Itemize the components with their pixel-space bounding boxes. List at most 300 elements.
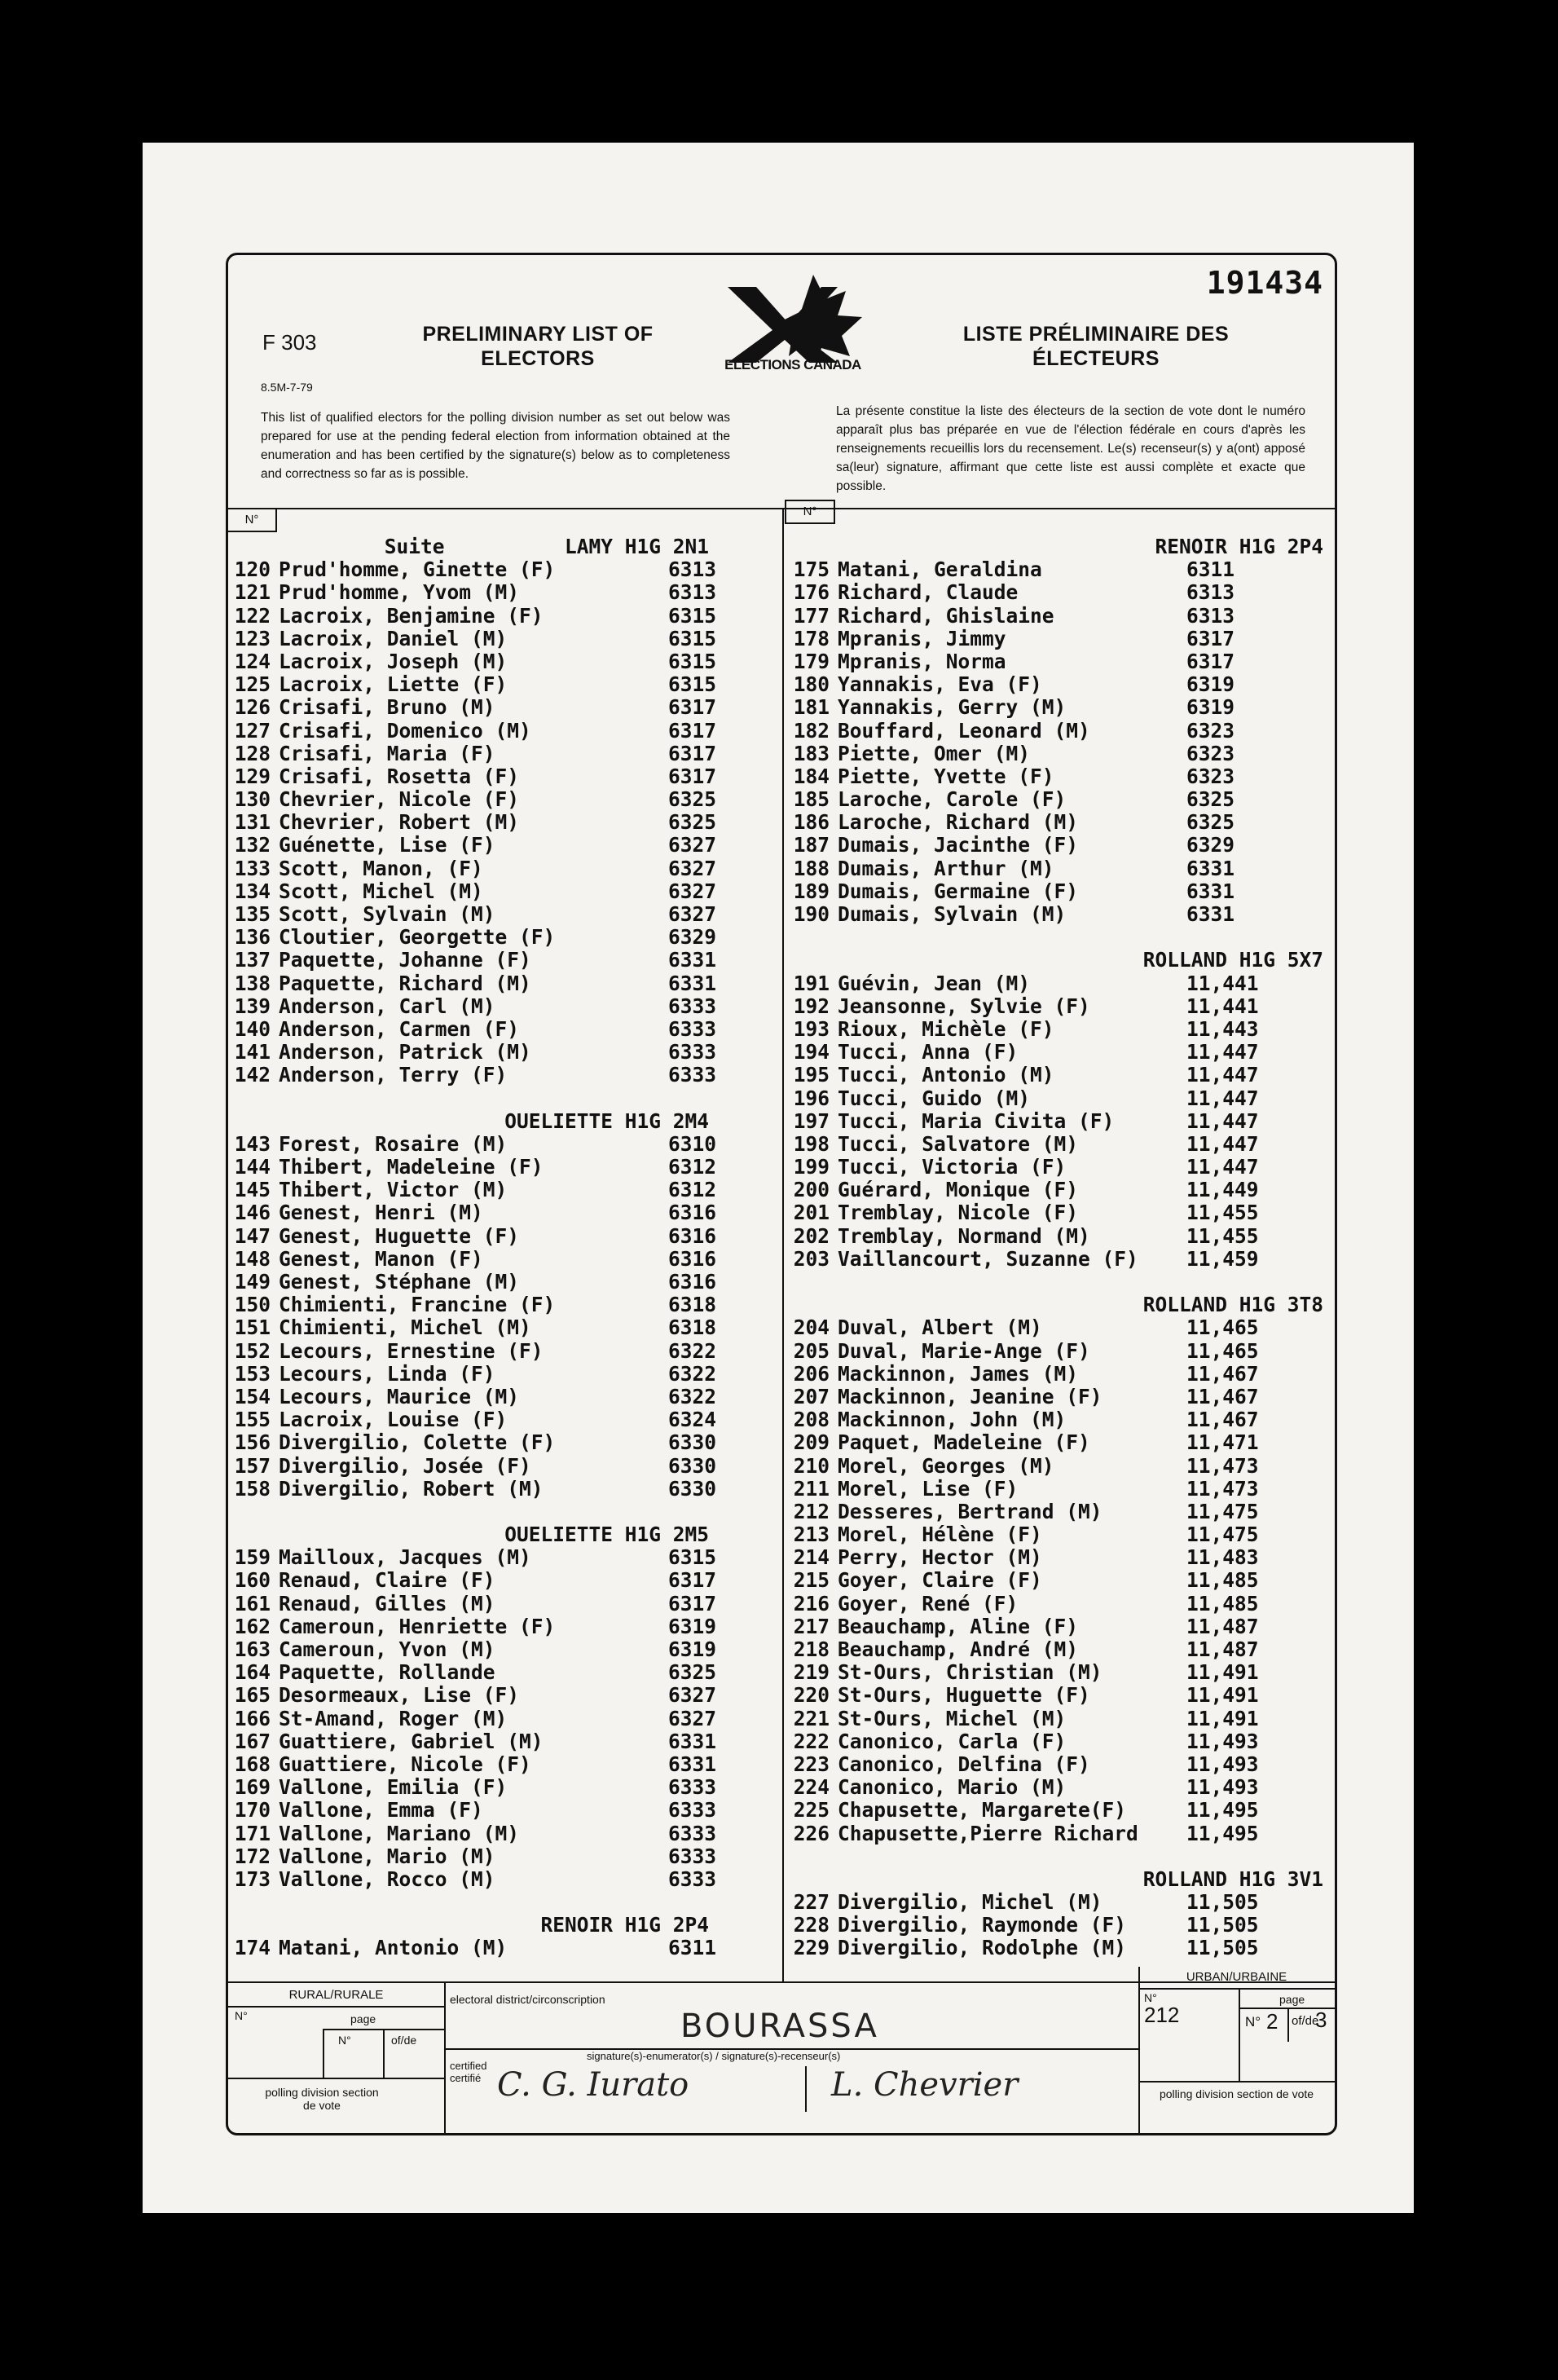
elector-row: [228, 1593, 766, 1615]
elector-name: Divergilio, Josée (F): [279, 1453, 531, 1478]
elector-number: 180: [793, 672, 830, 697]
elector-name: Guattiere, Nicole (F): [279, 1752, 531, 1776]
elector-row: [787, 1133, 1335, 1156]
elector-number: 153: [234, 1361, 271, 1386]
urban-bottom-rule: [1138, 2081, 1335, 2082]
civic-number: 11,471: [1186, 1430, 1259, 1455]
elector-number: 166: [234, 1706, 271, 1730]
elector-number: 145: [234, 1178, 271, 1202]
elector-number: 212: [793, 1499, 830, 1523]
elector-name: Lacroix, Joseph (M): [279, 649, 508, 673]
civic-number: 6317: [1186, 626, 1235, 650]
elector-row: [787, 788, 1335, 811]
elector-row: [787, 811, 1335, 834]
elector-name: Morel, Georges (M): [838, 1453, 1054, 1478]
civic-number: 6333: [668, 1775, 717, 1800]
footer-divider-1: [444, 1981, 446, 2133]
elector-number: 159: [234, 1545, 271, 1570]
elector-row: [228, 995, 766, 1018]
elector-row: [787, 765, 1335, 788]
elector-row: [228, 857, 766, 880]
civic-number: 11,447: [1186, 1086, 1259, 1110]
elector-row: [228, 1615, 766, 1638]
civic-number: 6322: [668, 1361, 717, 1386]
elector-number: 131: [234, 810, 271, 835]
civic-number: 11,441: [1186, 994, 1259, 1018]
civic-number: 11,487: [1186, 1637, 1259, 1661]
elector-number: 165: [234, 1683, 271, 1708]
elector-name: St-Ours, Christian (M): [838, 1660, 1102, 1685]
elector-number: 213: [793, 1523, 830, 1547]
civic-number: 6315: [668, 626, 717, 650]
urban-label: URBAN/URBAINE: [1186, 1970, 1287, 1984]
elector-name: Mackinnon, John (M): [838, 1408, 1067, 1432]
elector-name: Genest, Huguette (F): [279, 1223, 520, 1248]
elector-number: 208: [793, 1408, 830, 1432]
elector-row: [228, 1822, 766, 1845]
civic-number: 11,493: [1186, 1729, 1259, 1753]
rural-page-no-label: N°: [338, 2034, 351, 2047]
civic-number: 6333: [668, 1798, 717, 1822]
section-header: RENOIR H1G 2P4: [540, 1913, 709, 1937]
civic-number: 6312: [668, 1155, 717, 1179]
section-header: OUELIETTE H1G 2M4: [504, 1108, 709, 1133]
elector-number: 155: [234, 1408, 271, 1432]
civic-number: 6310: [668, 1131, 717, 1156]
elector-number: 123: [234, 626, 271, 650]
elector-row: [228, 972, 766, 995]
section-gap: [228, 1501, 766, 1523]
elector-number: 171: [234, 1821, 271, 1845]
serial-number: 191434: [1206, 265, 1323, 301]
elector-number: 229: [793, 1936, 830, 1960]
elector-number: 164: [234, 1660, 271, 1685]
elector-row: [228, 1363, 766, 1386]
elector-name: Dumais, Sylvain (M): [838, 902, 1067, 926]
elector-row: [228, 1569, 766, 1592]
elector-row: [228, 1753, 766, 1776]
civic-number: 6323: [1186, 764, 1235, 788]
elector-row: [228, 1431, 766, 1454]
logo-text: ELECTIONS CANADA: [724, 357, 861, 372]
section-gap: [787, 1271, 1335, 1294]
elector-name: Duval, Marie-Ange (F): [838, 1338, 1090, 1363]
elector-name: Mailloux, Jacques (M): [279, 1545, 531, 1570]
elector-name: St-Ours, Michel (M): [838, 1706, 1067, 1730]
elector-number: 188: [793, 856, 830, 880]
elector-number: 192: [793, 994, 830, 1018]
elector-name: Vallone, Emma (F): [279, 1798, 483, 1822]
elector-row: [228, 558, 766, 581]
elector-name: Tucci, Salvatore (M): [838, 1131, 1079, 1156]
elector-number: 167: [234, 1729, 271, 1753]
civic-number: 6327: [668, 1706, 717, 1730]
elector-row: [228, 1546, 766, 1569]
civic-number: 11,455: [1186, 1201, 1259, 1225]
elector-row: [787, 972, 1335, 995]
civic-number: 11,487: [1186, 1614, 1259, 1638]
civic-number: 6323: [1186, 741, 1235, 765]
elector-number: 201: [793, 1201, 830, 1225]
civic-number: 11,483: [1186, 1545, 1259, 1570]
elector-row: [228, 743, 766, 765]
elector-row: [228, 903, 766, 926]
elector-number: 168: [234, 1752, 271, 1776]
elector-name: Beauchamp, Aline (F): [838, 1614, 1079, 1638]
elector-name: Desseres, Bertrand (M): [838, 1499, 1102, 1523]
elector-row: [228, 1156, 766, 1179]
civic-number: 6316: [668, 1270, 717, 1294]
elector-row: [787, 1041, 1335, 1064]
civic-number: 6330: [668, 1476, 717, 1501]
elector-row: [787, 1156, 1335, 1179]
elector-number: 222: [793, 1729, 830, 1753]
elector-name: Rioux, Michèle (F): [838, 1016, 1054, 1041]
elector-name: Matani, Geraldina: [838, 558, 1042, 582]
elector-name: Lecours, Maurice (M): [279, 1384, 520, 1408]
elector-number: 158: [234, 1476, 271, 1501]
civic-number: 6325: [1186, 810, 1235, 835]
elector-number: 128: [234, 741, 271, 765]
elector-number: 190: [793, 902, 830, 926]
elector-name: Jeansonne, Sylvie (F): [838, 994, 1090, 1018]
elector-name: Paquette, Richard (M): [279, 971, 531, 995]
civic-number: 11,505: [1186, 1936, 1259, 1960]
civic-number: 6313: [1186, 580, 1235, 605]
civic-number: 11,493: [1186, 1775, 1259, 1800]
elector-row: [787, 1363, 1335, 1386]
elector-row: [228, 673, 766, 696]
elector-name: Canonico, Carla (F): [838, 1729, 1067, 1753]
electors-list-form: [226, 253, 1337, 2135]
civic-number: 6317: [668, 1568, 717, 1593]
document-sheet: [143, 143, 1414, 2213]
elector-number: 205: [793, 1338, 830, 1363]
elector-number: 141: [234, 1040, 271, 1064]
elector-row: [228, 880, 766, 903]
civic-number: 6315: [668, 1545, 717, 1570]
elector-name: Divergilio, Robert (M): [279, 1476, 544, 1501]
elector-name: Crisafi, Bruno (M): [279, 695, 495, 720]
elector-row: [787, 720, 1335, 743]
elector-name: Chimienti, Michel (M): [279, 1316, 531, 1340]
civic-number: 11,449: [1186, 1178, 1259, 1202]
elector-number: 170: [234, 1798, 271, 1822]
civic-number: 11,495: [1186, 1798, 1259, 1822]
elector-number: 226: [793, 1821, 830, 1845]
civic-number: 6327: [668, 833, 717, 857]
civic-number: 6333: [668, 994, 717, 1018]
elector-row: [228, 1845, 766, 1868]
elector-number: 195: [793, 1063, 830, 1087]
certified-label: certified certifié: [450, 2060, 487, 2084]
section-header: RENOIR H1G 2P4: [1155, 535, 1323, 558]
elector-number: 209: [793, 1430, 830, 1455]
elector-name: Chapusette, Margarete(F): [838, 1798, 1127, 1822]
civic-number: 11,447: [1186, 1063, 1259, 1087]
section-header: ROLLAND H1G 3T8: [1142, 1293, 1323, 1317]
civic-number: 6317: [668, 718, 717, 743]
elector-name: Laroche, Carole (F): [838, 787, 1067, 812]
elector-name: Renaud, Gilles (M): [279, 1591, 495, 1615]
elector-name: Anderson, Carl (M): [279, 994, 495, 1018]
elector-name: Chevrier, Robert (M): [279, 810, 520, 835]
elector-number: 148: [234, 1246, 271, 1271]
elector-name: Anderson, Patrick (M): [279, 1040, 531, 1064]
elector-number: 162: [234, 1614, 271, 1638]
elector-number: 183: [793, 741, 830, 765]
elector-number: 200: [793, 1178, 830, 1202]
civic-number: 6313: [1186, 603, 1235, 628]
elector-row: [787, 995, 1335, 1018]
elector-row: [787, 581, 1335, 604]
elector-name: Tucci, Victoria (F): [838, 1155, 1067, 1179]
elector-number: 147: [234, 1223, 271, 1248]
elector-row: [787, 1431, 1335, 1454]
elector-number: 174: [234, 1936, 271, 1960]
elector-row: [787, 1018, 1335, 1041]
urban-rule: [1138, 1988, 1335, 1990]
civic-number: 6319: [668, 1637, 717, 1661]
elector-number: 207: [793, 1384, 830, 1408]
elector-number: 219: [793, 1660, 830, 1685]
polling-division-number: 212: [1144, 2003, 1180, 2027]
elector-number: 121: [234, 580, 271, 605]
elector-number: 140: [234, 1016, 271, 1041]
civic-number: 6322: [668, 1338, 717, 1363]
elector-row: [228, 1386, 766, 1408]
elector-row: [787, 1891, 1335, 1914]
civic-number: 6317: [1186, 649, 1235, 673]
civic-number: 6331: [668, 948, 717, 972]
rural-bottom-rule: [228, 2078, 444, 2079]
section-header: ROLLAND H1G 5X7: [1142, 948, 1323, 972]
elector-row: [787, 1684, 1335, 1707]
elector-name: Dumais, Jacinthe (F): [838, 833, 1079, 857]
elector-name: Lacroix, Liette (F): [279, 672, 508, 697]
civic-number: 6315: [668, 603, 717, 628]
elector-name: Chimienti, Francine (F): [279, 1293, 556, 1317]
elector-name: Prud'homme, Yvom (M): [279, 580, 520, 605]
elector-name: Lecours, Linda (F): [279, 1361, 495, 1386]
section-header: OUELIETTE H1G 2M5: [504, 1523, 709, 1547]
civic-number: 11,447: [1186, 1155, 1259, 1179]
civic-number: 6329: [1186, 833, 1235, 857]
civic-number: 6318: [668, 1293, 717, 1317]
civic-number: 6331: [668, 1729, 717, 1753]
elector-number: 149: [234, 1270, 271, 1294]
civic-number: 6315: [668, 672, 717, 697]
elector-row: [228, 605, 766, 628]
elector-number: 176: [793, 580, 830, 605]
elector-number: 204: [793, 1316, 830, 1340]
elector-number: 143: [234, 1131, 271, 1156]
elector-row: [228, 788, 766, 811]
elector-row: [787, 1822, 1335, 1845]
elector-name: Goyer, Claire (F): [838, 1568, 1042, 1593]
elector-name: Mpranis, Jimmy: [838, 626, 1006, 650]
civic-number: 11,447: [1186, 1040, 1259, 1064]
elector-number: 144: [234, 1155, 271, 1179]
elector-row: [787, 1386, 1335, 1408]
elector-number: 150: [234, 1293, 271, 1317]
civic-number: 6312: [668, 1178, 717, 1202]
elector-name: Bouffard, Leonard (M): [838, 718, 1090, 743]
elector-name: Thibert, Madeleine (F): [279, 1155, 544, 1179]
elector-number: 179: [793, 649, 830, 673]
elector-name: Divergilio, Colette (F): [279, 1430, 556, 1455]
section-header: Suite LAMY H1G 2N1: [384, 535, 709, 558]
elector-row: [787, 1110, 1335, 1133]
elector-number: 172: [234, 1844, 271, 1868]
elector-number: 130: [234, 787, 271, 812]
civic-number: 11,475: [1186, 1523, 1259, 1547]
rural-label: RURAL/RURALE: [288, 1988, 384, 2002]
elector-row: [787, 605, 1335, 628]
civic-number: 6319: [1186, 695, 1235, 720]
elector-name: Mackinnon, James (M): [838, 1361, 1079, 1386]
civic-number: 6333: [668, 1867, 717, 1891]
elector-row: [787, 1064, 1335, 1086]
elector-row: [787, 1201, 1335, 1224]
elector-row: [787, 1914, 1335, 1937]
elector-number: 214: [793, 1545, 830, 1570]
rural-rule: [228, 2006, 444, 2008]
civic-number: 11,505: [1186, 1890, 1259, 1915]
elector-number: 181: [793, 695, 830, 720]
civic-number: 6329: [668, 925, 717, 950]
elector-name: Perry, Hector (M): [838, 1545, 1042, 1570]
elector-name: Crisafi, Maria (F): [279, 741, 495, 765]
elector-name: Guévin, Jean (M): [838, 971, 1031, 995]
district-label: electoral district/circonscription: [450, 1993, 605, 2006]
elector-name: Duval, Albert (M): [838, 1316, 1042, 1340]
elector-name: Thibert, Victor (M): [279, 1178, 508, 1202]
elector-number: 194: [793, 1040, 830, 1064]
elector-name: St-Amand, Roger (M): [279, 1706, 508, 1730]
civic-number: 6333: [668, 1063, 717, 1087]
certification-text-fr: La présente constitue la liste des électeurs de la section de vote dont le numéro apparaît plus bas préparée en vue de l'élection fédérale en cours d'après les renseignements recueillis lors du recensement. Le(s) recenseur(s) y a(ont) apposé sa(leur) signature, affirmant que cette liste est aussi complète et exacte que possible.: [836, 404, 1305, 493]
elector-row: [787, 558, 1335, 581]
elector-name: Cloutier, Georgette (F): [279, 925, 556, 950]
elector-name: Richard, Claude: [838, 580, 1019, 605]
elector-number: 210: [793, 1453, 830, 1478]
section-gap: [787, 1845, 1335, 1868]
elector-row: [787, 1523, 1335, 1546]
elector-number: 228: [793, 1913, 830, 1937]
elector-number: 186: [793, 810, 830, 835]
elector-row: [228, 1018, 766, 1041]
elector-name: Paquette, Johanne (F): [279, 948, 531, 972]
civic-number: 6316: [668, 1223, 717, 1248]
elector-name: Desormeaux, Lise (F): [279, 1683, 520, 1708]
rural-of-label: of/de: [391, 2034, 417, 2047]
elector-row: [787, 1546, 1335, 1569]
title-en: PRELIMINARY LIST OF ELECTORS: [422, 323, 654, 370]
elector-number: 184: [793, 764, 830, 788]
page-total: 3: [1315, 2008, 1327, 2032]
elector-row: [787, 880, 1335, 903]
civic-number: 11,475: [1186, 1499, 1259, 1523]
elector-row: [228, 1937, 766, 1959]
elector-row: [228, 834, 766, 857]
civic-number: 6325: [668, 1660, 717, 1685]
elector-number: 196: [793, 1086, 830, 1110]
elector-row: [228, 1340, 766, 1363]
elector-number: 129: [234, 764, 271, 788]
elector-row: [787, 1179, 1335, 1201]
civic-number: 11,467: [1186, 1408, 1259, 1432]
elector-row: [787, 696, 1335, 719]
elector-name: Goyer, René (F): [838, 1591, 1019, 1615]
elector-number: 173: [234, 1867, 271, 1891]
elector-name: Mackinnon, Jeanine (F): [838, 1384, 1102, 1408]
elector-number: 216: [793, 1591, 830, 1615]
elector-number: 177: [793, 603, 830, 628]
elector-number: 160: [234, 1568, 271, 1593]
civic-number: 6330: [668, 1430, 717, 1455]
elector-row: [787, 743, 1335, 765]
civic-number: 6317: [668, 1591, 717, 1615]
civic-number: 6316: [668, 1246, 717, 1271]
elector-row: [787, 650, 1335, 673]
elector-number: 151: [234, 1316, 271, 1340]
elector-name: Anderson, Carmen (F): [279, 1016, 520, 1041]
elector-name: Vallone, Emilia (F): [279, 1775, 508, 1800]
elector-name: Laroche, Richard (M): [838, 810, 1079, 835]
elector-name: St-Ours, Huguette (F): [838, 1683, 1090, 1708]
elector-number: 185: [793, 787, 830, 812]
elector-number: 137: [234, 948, 271, 972]
civic-number: 11,459: [1186, 1246, 1259, 1271]
elector-number: 221: [793, 1706, 830, 1730]
civic-number: 6319: [668, 1614, 717, 1638]
urban-of-label: of/de: [1292, 2014, 1319, 2028]
elector-row: [787, 673, 1335, 696]
elector-row: [787, 1408, 1335, 1431]
civic-number: 11,495: [1186, 1821, 1259, 1845]
urban-no-label: N°: [1144, 1991, 1157, 2004]
elector-name: Tucci, Guido (M): [838, 1086, 1031, 1110]
signature-label: signature(s)-enumerator(s) / signature(s)-recenseur(s): [587, 2050, 841, 2062]
elector-row: [228, 1661, 766, 1684]
civic-number: 6327: [668, 879, 717, 903]
urban-page-no-label: N°: [1245, 2014, 1261, 2030]
elector-number: 139: [234, 994, 271, 1018]
elector-name: Tucci, Anna (F): [838, 1040, 1019, 1064]
civic-number: 6333: [668, 1040, 717, 1064]
elector-row: [787, 1340, 1335, 1363]
civic-number: 11,485: [1186, 1591, 1259, 1615]
elector-row: [787, 1316, 1335, 1339]
elector-row: [228, 926, 766, 949]
elector-name: Forest, Rosaire (M): [279, 1131, 508, 1156]
section-header: ROLLAND H1G 3V1: [1142, 1867, 1323, 1891]
elector-row: [228, 1455, 766, 1478]
elector-name: Renaud, Claire (F): [279, 1568, 495, 1593]
elector-row: [787, 857, 1335, 880]
elector-name: Matani, Antonio (M): [279, 1936, 508, 1960]
elector-name: Cameroun, Yvon (M): [279, 1637, 495, 1661]
elector-name: Beauchamp, André (M): [838, 1637, 1079, 1661]
civic-number: 11,467: [1186, 1384, 1259, 1408]
signature-divider: [805, 2066, 807, 2112]
elector-number: 138: [234, 971, 271, 995]
civic-number: 11,455: [1186, 1223, 1259, 1248]
elector-name: Dumais, Germaine (F): [838, 879, 1079, 903]
elector-name: Yannakis, Eva (F): [838, 672, 1042, 697]
elector-name: Vallone, Mariano (M): [279, 1821, 520, 1845]
